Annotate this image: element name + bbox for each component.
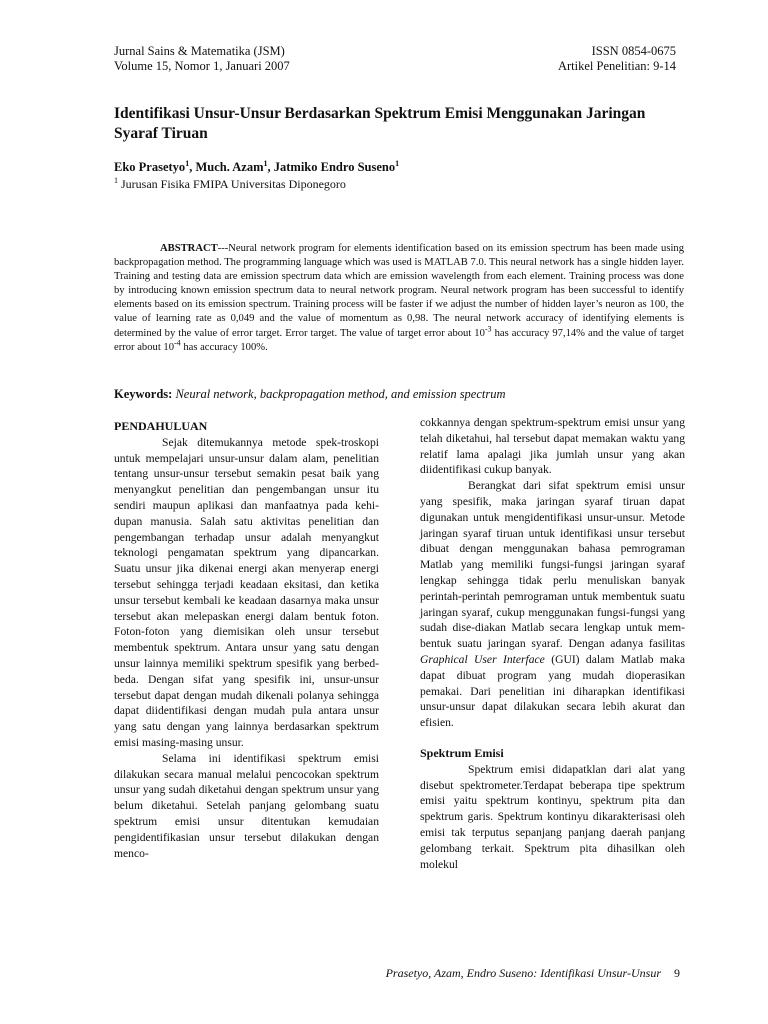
page-footer	[386, 966, 680, 981]
author-1-affil: 1	[185, 158, 190, 168]
section-heading-pendahuluan: PENDAHULUAN	[114, 419, 208, 433]
gui-term: Graphical User Interface	[420, 652, 545, 666]
author-3: , Jatmiko Endro Suseno	[267, 160, 396, 174]
abstract	[114, 242, 684, 355]
abstract-label: ABSTRACT	[160, 243, 218, 254]
abstract-text-1: ---Neural network program for elements identification based on its emission spectrum has been made using backpropagation method. The programming language which was used is MATLAB 7.0. This neural network has a single hidden layer. Training and testing data are emission spectrum data which are emission wavelength from each element. Training process was done by introducing known emission spectrum data to neural network program. Neural network program has been successful to identify elements based on its emission spectrum. Training process will be faster if we adjust the number of hidden layer’s neuron as 100, the value of learning rate as 0,049 and the value of momentum as 0,98. The neural network accuracy of identifying elements is determined by the value of error target. Error target. The value of target error about 10	[114, 243, 684, 339]
left-paragraph-1: Sejak ditemukannya metode spek-troskopi untuk mempelajari unsur-unsur dalam alam, penelitian tentang unsur-unsur tersebut semakin pesat baik yang menyangkut penelitian dan pengembangan unsur itu sendiri maupun aplikasi dan manfaatnya pada kehi-dupan manusia. Salah satu aktivitas penelitian dan pengembangan terhadap unsur adalah menyangkut teknologi pengamatan spektrum yang dipancarkan. Suatu unsur jika dikenai energi akan menyerap energi tersebut sehingga terjadi keadaan eksitasi, dan ketika unsur tersebut kembali ke keadaan dasarnya maka unsur tersebut akan melepaskan energi dalam bentuk foton. Foton-foton yang diemisikan oleh unsur tersebut membentuk spektrum. Antara unsur yang satu dengan unsur lainnya memiliki spektrum spesifik yang berbed-beda. Dengan sifat yang spesifik ini, unsur-unsur tersebut dapat dengan mudah dikenali polanya sehingga dapat diidentifikasi dengan mudah pula antara unsur yang satu dengan yang lainnya berdasarkan spektrum emisi masing-masing unsur.	[114, 435, 379, 749]
right-paragraph-3: Spektrum emisi didapatklan dari alat yang disebut spektrometer.Terdapat beberapa tipe spektrum emisi yaitu spektrum kontinyu, spektrum pita dan spektrum garis. Spektrum kontinyu dikarakterisasi oleh emisi tak terputus sepanjang panjang daerah panjang gelombang terkait. Spektrum pita dihasilkan oleh molekul	[420, 762, 685, 871]
abstract-text-2: has accuracy 97,14% and the value of target error about 10	[114, 327, 684, 353]
abstract-text-3: has accuracy 100%.	[180, 341, 268, 353]
footer-citation: Prasetyo, Azam, Endro Suseno: Identifikasi Unsur-Unsur	[385, 966, 661, 980]
journal-volume: Volume 15, Nomor 1, Januari 2007	[114, 59, 290, 73]
section-gap	[420, 731, 685, 746]
right-paragraph-2-end: (GUI) dalam Matlab maka dapat dibuat program yang mudah dioperasikan pemakai. Dari penelitian ini diharapkan identifikasi unsur-unsur dapat dilakukan secara lebih akurat dan efisien.	[420, 652, 685, 730]
affiliation	[114, 177, 346, 192]
author-1: Eko Prasetyo	[114, 160, 186, 174]
right-paragraph-1: cokkannya dengan spektrum-spektrum emisi unsur yang telah diketahui, hal tersebut dapat memakan waktu yang relatif lama apalagi jika jumlah unsur yang akan diidentifikasi cukup banyak.	[420, 416, 685, 477]
right-paragraph-2	[420, 478, 685, 731]
journal-name: Jurnal Sains & Matematika (JSM)	[114, 44, 285, 58]
affiliation-text: Jurusan Fisika FMIPA Universitas Diponegoro	[121, 177, 346, 191]
journal-header-left	[114, 44, 290, 74]
journal-issn: ISSN 0854-0675	[591, 44, 676, 58]
abstract-exponent-1: -3	[484, 324, 492, 334]
page-number: 9	[674, 966, 680, 980]
keywords	[114, 387, 506, 402]
journal-header-right	[558, 44, 676, 74]
article-pages: Artikel Penelitian: 9-14	[557, 59, 676, 73]
right-column	[420, 415, 685, 872]
left-column	[114, 419, 379, 861]
section-heading-spektrum-emisi: Spektrum Emisi	[420, 745, 504, 760]
abstract-exponent-2: -4	[174, 338, 181, 348]
author-2: , Much. Azam	[189, 160, 264, 174]
keywords-text: Neural network, backpropagation method, and emission spectrum	[175, 387, 506, 401]
paper-title: Identifikasi Unsur-Unsur Berdasarkan Spektrum Emisi Menggunakan Jaringan Syaraf Tiruan	[114, 105, 646, 142]
author-3-affil: 1	[395, 158, 400, 168]
author-2-affil: 1	[263, 158, 268, 168]
keywords-label: Keywords:	[114, 387, 173, 401]
left-paragraph-2: Selama ini identifikasi spektrum emisi dilakukan secara manual melalui pencocokan spektrum unsur yang sudah diketahui dengan spektrum unsur yang belum diketahui. Setelah panjang gelombang suatu spektrum emisi unsur ditentukan kemudaian pengidentifikasian unsur tersebut dilakukan dengan menco-	[114, 751, 379, 860]
affiliation-mark: 1	[114, 176, 118, 185]
author-list	[114, 160, 399, 175]
right-paragraph-2-text: Berangkat dari sifat spektrum emisi unsur yang spesifik, maka jaringan syaraf tiruan dapat digunakan untuk mengidentifikasi unsur-unsur. Metode jaringan syaraf tiruan untuk identifikasi unsur tersebut dibuat dengan menggunakan bahasa pemrograman Matlab yang memiliki fungsi-fungsi jaringan syaraf lengkap sehingga tidak perlu menuliskan banyak perintah-perintah pemrograman untuk membentuk suatu jaringan syaraf, cukup menggunakan fungsi-fungsi yang sudah dise-diakan Matlab secara lengkap untuk mem-bentuk suatu jaringan syaraf. Dengan adanya fasilitas	[420, 479, 685, 651]
